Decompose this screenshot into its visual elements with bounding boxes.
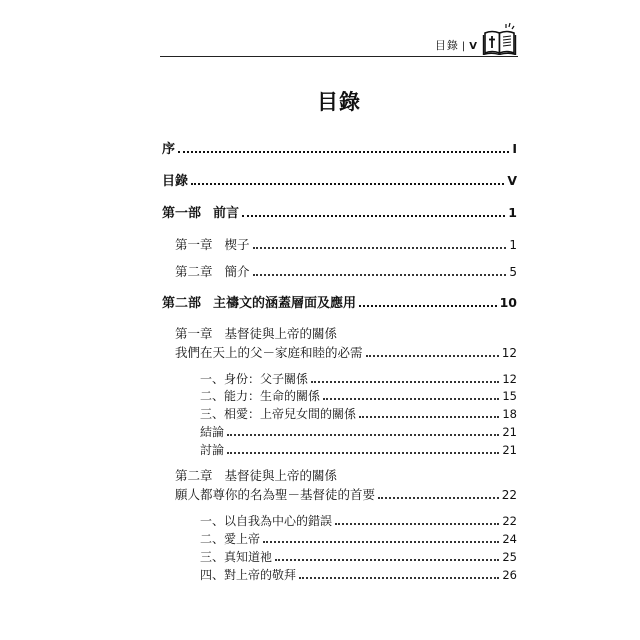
toc-entry-section[interactable] (200, 370, 517, 387)
toc-page-number: 12 (502, 372, 517, 386)
dot-leader (311, 381, 499, 383)
toc-label: 目錄 (162, 174, 189, 189)
toc-label (162, 202, 239, 221)
bible-book-icon (482, 21, 518, 55)
chapter-number: 第二章 (175, 468, 213, 483)
header-page-numeral: V (469, 41, 478, 52)
toc-page-number: 18 (502, 407, 517, 421)
chapter-title: 楔子 (224, 237, 250, 252)
toc-page-number: 5 (509, 265, 517, 279)
toc-entry-part1-chapter2[interactable] (175, 262, 517, 280)
dot-leader (242, 215, 505, 217)
dot-leader (366, 355, 499, 357)
toc-label: 討論 (200, 443, 225, 457)
toc-entry-part1[interactable] (162, 202, 517, 221)
toc-page-number: 22 (501, 488, 517, 502)
header-separator: | (461, 41, 467, 52)
toc-label: 二、能力：生命的關係 (200, 389, 321, 403)
dot-leader (253, 274, 507, 276)
toc-page-number: 21 (502, 443, 517, 457)
toc-entry-section[interactable] (200, 512, 517, 529)
toc-entry-section[interactable] (200, 387, 517, 404)
toc-entry-preface[interactable] (162, 138, 517, 157)
dot-leader (178, 151, 509, 153)
dot-leader (227, 434, 499, 436)
toc-entry-section[interactable] (200, 423, 517, 440)
toc-entry-part2[interactable] (162, 292, 517, 311)
toc-entry-section[interactable] (200, 548, 517, 565)
dot-leader (359, 305, 497, 307)
toc-label: 一、身份：父子關係 (200, 372, 309, 386)
running-title: 目錄 (434, 39, 459, 52)
part-number: 第二部 (162, 296, 202, 311)
part-title: 主禱文的涵蓋層面及應用 (213, 296, 357, 311)
toc-page-number: I (512, 141, 517, 156)
toc-page-number: 12 (501, 346, 517, 360)
toc-label (162, 292, 356, 311)
toc-label: 三、真知道祂 (200, 550, 273, 564)
toc-page-number: 26 (502, 568, 517, 582)
toc-entry-part2-chapter1[interactable] (175, 343, 517, 361)
toc-label: 一、以自我為中心的錯誤 (200, 514, 333, 528)
toc-label: 序 (162, 142, 176, 157)
toc-entry-part1-chapter1[interactable] (175, 235, 517, 253)
chapter-number: 第一章 (175, 237, 213, 252)
toc-page-number: 10 (499, 295, 517, 310)
toc-label: 結論 (200, 425, 225, 439)
chapter-title: 基督徒與上帝的關係 (224, 468, 338, 483)
dot-leader (378, 497, 499, 499)
chapter-number: 第二章 (175, 264, 213, 279)
toc-label: 二、愛上帝 (200, 532, 261, 546)
toc-entry-part2-chapter2[interactable] (175, 485, 517, 503)
toc-page-number: 1 (509, 238, 517, 252)
toc-label: 四、對上帝的敬拜 (200, 568, 297, 582)
toc-page-number: 1 (508, 205, 517, 220)
dot-leader (263, 541, 499, 543)
toc-entry-section[interactable] (200, 566, 517, 583)
toc-label (175, 262, 250, 280)
toc-label: 三、相愛：上帝兒女間的關係 (200, 407, 357, 421)
dot-leader (227, 452, 499, 454)
toc-page-number: 15 (502, 389, 517, 403)
toc-label (175, 235, 250, 253)
toc-page-number: V (507, 173, 517, 188)
chapter-subtitle: 願人都尊你的名為聖－基督徒的首要 (175, 487, 376, 502)
running-header (160, 34, 518, 57)
toc-chapter-heading (175, 324, 337, 342)
part-number: 第一部 (162, 206, 202, 221)
toc-page-number: 24 (502, 532, 517, 546)
chapter-number: 第一章 (175, 326, 213, 341)
part-title: 前言 (213, 206, 240, 221)
toc-entry-section[interactable] (200, 530, 517, 547)
chapter-title: 簡介 (224, 264, 250, 279)
toc-page-number: 25 (502, 550, 517, 564)
page-title: 目錄 (317, 90, 361, 114)
toc-chapter-heading (175, 466, 337, 484)
dot-leader (359, 416, 499, 418)
dot-leader (275, 559, 499, 561)
dot-leader (191, 183, 504, 185)
dot-leader (253, 247, 507, 249)
dot-leader (323, 398, 499, 400)
toc-entry-contents[interactable] (162, 170, 517, 189)
toc-entry-section[interactable] (200, 441, 517, 458)
toc-page-number: 21 (502, 425, 517, 439)
chapter-subtitle: 我們在天上的父－家庭和睦的必需 (175, 345, 363, 360)
chapter-title: 基督徒與上帝的關係 (224, 326, 338, 341)
toc-page-number: 22 (502, 514, 517, 528)
dot-leader (335, 523, 499, 525)
running-header-text (435, 37, 478, 53)
toc-entry-section[interactable] (200, 405, 517, 422)
dot-leader (299, 577, 499, 579)
